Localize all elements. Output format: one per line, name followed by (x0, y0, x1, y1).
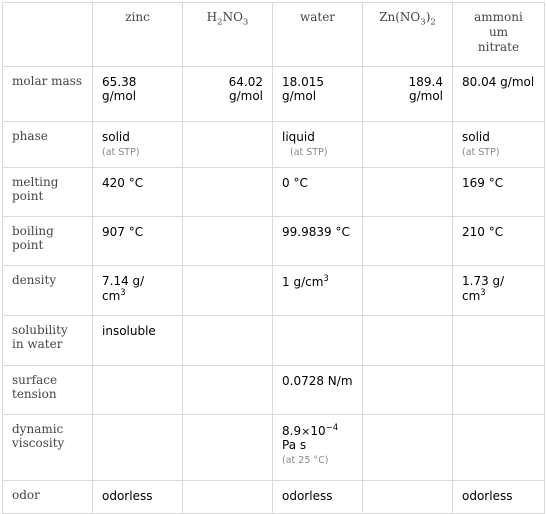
cell-unit: cm (462, 289, 481, 303)
empty-cell (363, 415, 453, 481)
times-sign: × (301, 425, 311, 438)
cell: 0.0728 N/m (273, 366, 363, 415)
row-header: surface tension (3, 366, 93, 415)
cell-exponent: 3 (120, 288, 126, 298)
cell (273, 266, 363, 316)
row-odor (3, 481, 545, 514)
cell-exponent: 3 (323, 274, 329, 284)
row-solubility (3, 316, 545, 366)
cell (273, 122, 363, 168)
properties-table (2, 2, 545, 514)
formula-part: NO (222, 10, 243, 24)
formula-part: ) (425, 10, 431, 24)
cell: odorless (93, 481, 183, 514)
empty-cell (363, 217, 453, 266)
cell-value: solid (462, 130, 490, 144)
cell: odorless (273, 481, 363, 514)
cell: 18.015 g/mol (273, 67, 363, 122)
formula-subscript: 3 (242, 17, 249, 28)
row-header: melting point (3, 168, 93, 217)
empty-cell (453, 366, 545, 415)
row-header: phase (3, 122, 93, 168)
cell: 169 °C (453, 168, 545, 217)
row-header: boiling point (3, 217, 93, 266)
cell-note: (at STP) (462, 147, 500, 158)
cell (453, 122, 545, 168)
corner-cell (3, 3, 93, 67)
empty-cell (183, 168, 273, 217)
empty-cell (183, 217, 273, 266)
formula-part: Zn(NO (379, 10, 421, 24)
empty-cell (453, 316, 545, 366)
row-header: dynamic viscosity (3, 415, 93, 481)
row-header: solubility in water (3, 316, 93, 366)
cell: 189.4 g/mol (363, 67, 453, 122)
row-header: molar mass (3, 67, 93, 122)
cell-unit: Pa s (282, 438, 307, 452)
empty-cell (183, 366, 273, 415)
cell-value: solid (102, 130, 130, 144)
cell (93, 122, 183, 168)
row-boiling-point (3, 217, 545, 266)
column-header-ammonium-nitrate (453, 3, 545, 67)
empty-cell (363, 266, 453, 316)
cell-note: (at 25 °C) (282, 455, 329, 466)
empty-cell (93, 366, 183, 415)
formula-part: H (206, 10, 218, 24)
row-surface-tension (3, 366, 545, 415)
cell-value: 1.73 g/ (462, 274, 505, 288)
column-header-h2no3 (183, 3, 273, 67)
cell: 80.04 g/mol (453, 67, 545, 122)
cell: 65.38 g/mol (93, 67, 183, 122)
row-header: odor (3, 481, 93, 514)
cell: 0 °C (273, 168, 363, 217)
row-header: density (3, 266, 93, 316)
cell-note: (at STP) (102, 147, 140, 158)
column-header-line: nitrate (477, 40, 520, 54)
empty-cell (183, 415, 273, 481)
empty-cell (363, 316, 453, 366)
column-header-zinc (93, 3, 183, 67)
cell-value: 1 g/cm (282, 275, 324, 289)
formula-subscript: 2 (217, 17, 223, 28)
column-header-line: um (488, 25, 509, 39)
column-header-water (273, 3, 363, 67)
cell: insoluble (93, 316, 183, 366)
formula-subscript: 3 (420, 17, 426, 28)
row-dynamic-viscosity (3, 415, 545, 481)
cell-note: (at STP) (290, 147, 328, 158)
empty-cell (363, 366, 453, 415)
cell-value: 7.14 g/ (102, 274, 145, 288)
cell-value: liquid (282, 130, 315, 144)
empty-cell (453, 415, 545, 481)
empty-cell (183, 266, 273, 316)
header-row (3, 3, 545, 67)
empty-cell (93, 415, 183, 481)
cell: 210 °C (453, 217, 545, 266)
formula-subscript: 2 (430, 17, 436, 28)
cell-exponent: −4 (325, 423, 339, 433)
cell: 907 °C (93, 217, 183, 266)
row-density (3, 266, 545, 316)
cell (273, 415, 363, 481)
cell: 420 °C (93, 168, 183, 217)
cell: 99.9839 °C (273, 217, 363, 266)
column-header-znno32 (363, 3, 453, 67)
empty-cell (183, 316, 273, 366)
row-melting-point (3, 168, 545, 217)
cell-exponent: 3 (480, 288, 486, 298)
row-phase (3, 122, 545, 168)
column-header-label: water (299, 10, 336, 24)
empty-cell (363, 122, 453, 168)
cell-value: 8.9 (282, 424, 302, 438)
empty-cell (183, 481, 273, 514)
cell (453, 266, 545, 316)
column-header-line: ammoni (474, 10, 523, 24)
empty-cell (273, 316, 363, 366)
cell: odorless (453, 481, 545, 514)
empty-cell (363, 168, 453, 217)
cell-unit: cm (102, 289, 121, 303)
column-header-label: zinc (125, 10, 150, 24)
cell: 64.02 g/mol (183, 67, 273, 122)
empty-cell (363, 481, 453, 514)
empty-cell (183, 122, 273, 168)
row-molar-mass (3, 67, 545, 122)
cell (93, 266, 183, 316)
cell-value: 10 (310, 424, 326, 438)
